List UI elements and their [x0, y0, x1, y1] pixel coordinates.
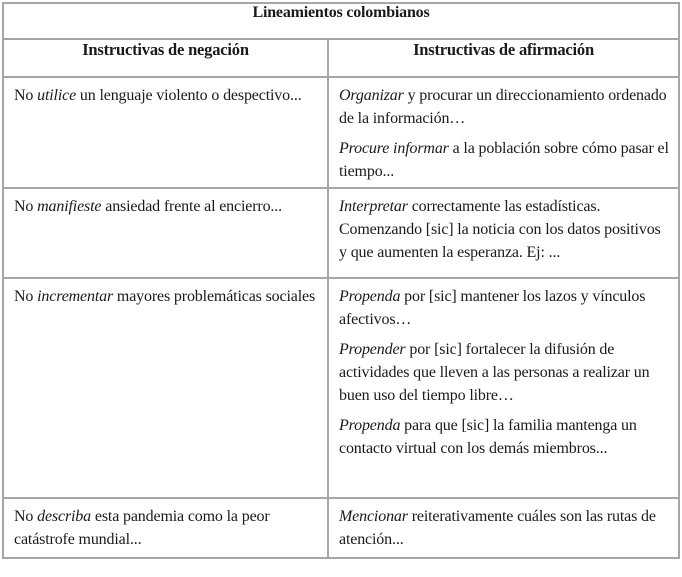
negacion-cell [3, 77, 328, 188]
afirmacion-text: Propenda por [sic] mantener los lazos y vínculos afectivos… [339, 288, 646, 328]
afirmacion-cell [328, 188, 679, 278]
afirmacion-cell [328, 278, 679, 498]
afirmacion-text: Organizar y procurar un direccionamiento ordenado de la información… [339, 87, 667, 127]
negacion-cell [3, 498, 328, 558]
column-header-afirmacion: Instructivas de afirmación [328, 39, 679, 77]
negacion-text: No incrementar mayores problemáticas sociales [14, 288, 316, 305]
verb: Propenda [339, 417, 401, 434]
verb: utilice [37, 87, 77, 104]
table-row [3, 278, 679, 498]
afirmacion-text: Interpretar correctamente las estadísticas. Comenzando [sic] la noticia con los datos positivos y que aumenten la esperanza. Ej: ... [339, 198, 661, 261]
negacion-text: No manifieste ansiedad frente al encierro... [14, 198, 282, 215]
afirmacion-text: Propender por [sic] fortalecer la difusión de actividades que lleven a las personas a realizar un buen uso del tiempo libre… [339, 341, 650, 404]
verb: manifieste [37, 198, 102, 215]
lineamientos-table [2, 2, 680, 559]
table-title: Lineamientos colombianos [3, 3, 679, 39]
table-row [3, 188, 679, 278]
afirmacion-text: Procure informar a la población sobre cómo pasar el tiempo... [339, 140, 669, 180]
table-row [3, 77, 679, 188]
negacion-cell [3, 278, 328, 498]
verb: incrementar [37, 288, 114, 305]
table-row [3, 498, 679, 558]
negacion-text: No describa esta pandemia como la peor catástrofe mundial... [14, 508, 270, 548]
verb: Propender [339, 341, 406, 358]
verb: Interpretar [339, 198, 408, 215]
negacion-text: No utilice un lenguaje violento o despectivo... [14, 87, 302, 104]
afirmacion-cell [328, 498, 679, 558]
verb: Propenda [339, 288, 401, 305]
afirmacion-text: Mencionar reiterativamente cuáles son las rutas de atención... [339, 508, 656, 548]
verb: Organizar [339, 87, 404, 104]
afirmacion-cell [328, 77, 679, 188]
verb: Procure informar [339, 140, 449, 157]
verb: Mencionar [339, 508, 408, 525]
column-header-negacion: Instructivas de negación [3, 39, 328, 77]
negacion-cell [3, 188, 328, 278]
verb: describa [37, 508, 92, 525]
afirmacion-text: Propenda para que [sic] la familia mantenga un contacto virtual con los demás miembros... [339, 417, 637, 457]
